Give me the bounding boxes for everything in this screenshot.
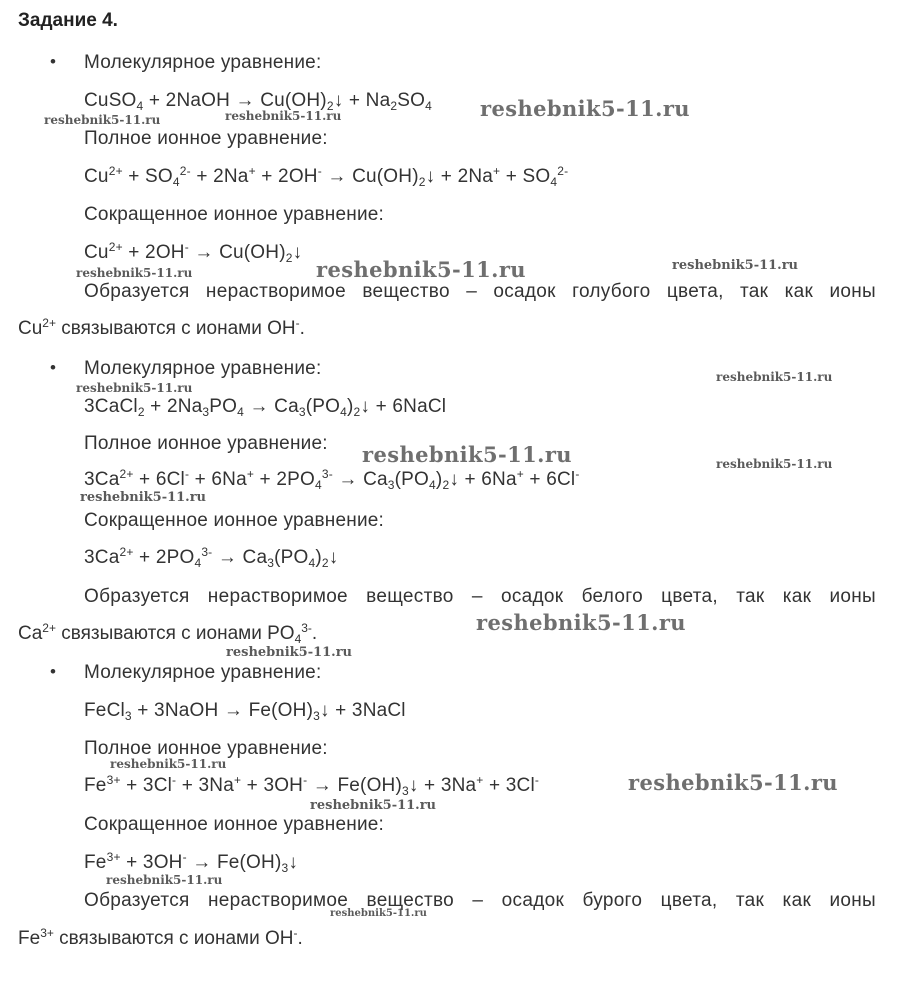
watermark: reshebnik5-11.ru (76, 381, 193, 395)
label-full-ionic-2: Полное ионное уравнение: (84, 433, 328, 454)
conclusion-2: Образуется нерастворимое вещество – осадок белого цвета, так как ионы (84, 586, 876, 607)
bullet-3: • (50, 662, 56, 681)
equation-molecular-2: 3CaCl$_2$ + $2Na_3PO_4$ → $Ca_3(PO_4)_2↓$ + 6NaCl (84, 396, 447, 419)
task-title: Задание 4. (18, 10, 118, 31)
conclusion-2-continuation: $Ca^{2+}$ связываются с ионами $PO_4^{3-}$. (18, 621, 318, 646)
equation-full-ionic-3: $Fe^{3+} + 3Cl^- + 3Na^+ + 3OH^-$ → $Fe(OH)_3↓ + 3Na^+ + 3Cl^-$ (84, 773, 540, 798)
watermark: reshebnik5-11.ru (76, 266, 193, 280)
label-full-ionic-1: Полное ионное уравнение: (84, 128, 328, 149)
conclusion-3: Образуется нерастворимое вещество – осадок бурого цвета, так как ионы (84, 890, 876, 911)
conclusion-1-continuation: $Cu^{2+}$ связываются с ионами OH-. (18, 316, 305, 339)
watermark: reshebnik5-11.ru (672, 258, 799, 273)
watermark: reshebnik5-11.ru (226, 645, 353, 660)
watermark: reshebnik5-11.ru (316, 257, 526, 282)
watermark: reshebnik5-11.ru (476, 610, 686, 635)
watermark: reshebnik5-11.ru (225, 109, 342, 123)
label-molecular-2: Молекулярное уравнение: (84, 358, 322, 379)
bullet-2: • (50, 358, 56, 377)
conclusion-3-continuation: $Fe^{3+}$ связываются с ионами OH-. (18, 926, 303, 949)
watermark: reshebnik5-11.ru (80, 490, 207, 505)
equation-full-ionic-1: $Cu^{2+} + SO_4^{2-} + 2Na^+ + 2OH^-$ → $Cu(OH)_2↓ + 2Na^+ + SO_4^{2-}$ (84, 164, 569, 189)
label-reduced-ionic-3: Сокращенное ионное уравнение: (84, 814, 385, 835)
watermark: reshebnik5-11.ru (716, 457, 833, 471)
watermark: reshebnik5-11.ru (716, 370, 833, 384)
equation-molecular-3: FeCl$_3$ + 3NaOH → $Fe(OH)_3↓$ + 3NaCl (84, 700, 406, 723)
equation-reduced-ionic-3: $Fe^{3+} + 3OH^-$ → $Fe(OH)_3↓$ (84, 850, 299, 875)
watermark: reshebnik5-11.ru (628, 770, 838, 795)
watermark: reshebnik5-11.ru (106, 873, 223, 887)
label-molecular-3: Молекулярное уравнение: (84, 662, 322, 683)
watermark: reshebnik5-11.ru (330, 908, 427, 919)
equation-reduced-ionic-1: $Cu^{2+} + 2OH^-$ → $Cu(OH)_2↓$ (84, 240, 303, 265)
watermark: reshebnik5-11.ru (480, 96, 690, 121)
label-full-ionic-3: Полное ионное уравнение: (84, 738, 328, 759)
equation-molecular-1: CuSO$_4$ + 2NaOH → $Cu(OH)_2↓ + Na_2SO_4$ (84, 90, 432, 113)
equation-full-ionic-2: $3Ca^{2+} + 6Cl^- + 6Na^+ + 2PO_4^{3-}$ → $Ca_3(PO_4)_2↓ + 6Na^+ + 6Cl^-$ (84, 467, 580, 492)
watermark: reshebnik5-11.ru (310, 798, 437, 813)
conclusion-1: Образуется нерастворимое вещество – осадок голубого цвета, так как ионы (84, 281, 876, 302)
watermark: reshebnik5-11.ru (362, 442, 572, 467)
label-reduced-ionic-1: Сокращенное ионное уравнение: (84, 204, 385, 225)
bullet-1: • (50, 52, 56, 71)
watermark: reshebnik5-11.ru (110, 757, 227, 771)
equation-reduced-ionic-2: $3Ca^{2+} + 2PO_4^{3-}$ → $Ca_3(PO_4)_2↓$ (84, 545, 339, 570)
label-reduced-ionic-2: Сокращенное ионное уравнение: (84, 510, 385, 531)
watermark: reshebnik5-11.ru (44, 113, 161, 127)
label-molecular-1: Молекулярное уравнение: (84, 52, 322, 73)
